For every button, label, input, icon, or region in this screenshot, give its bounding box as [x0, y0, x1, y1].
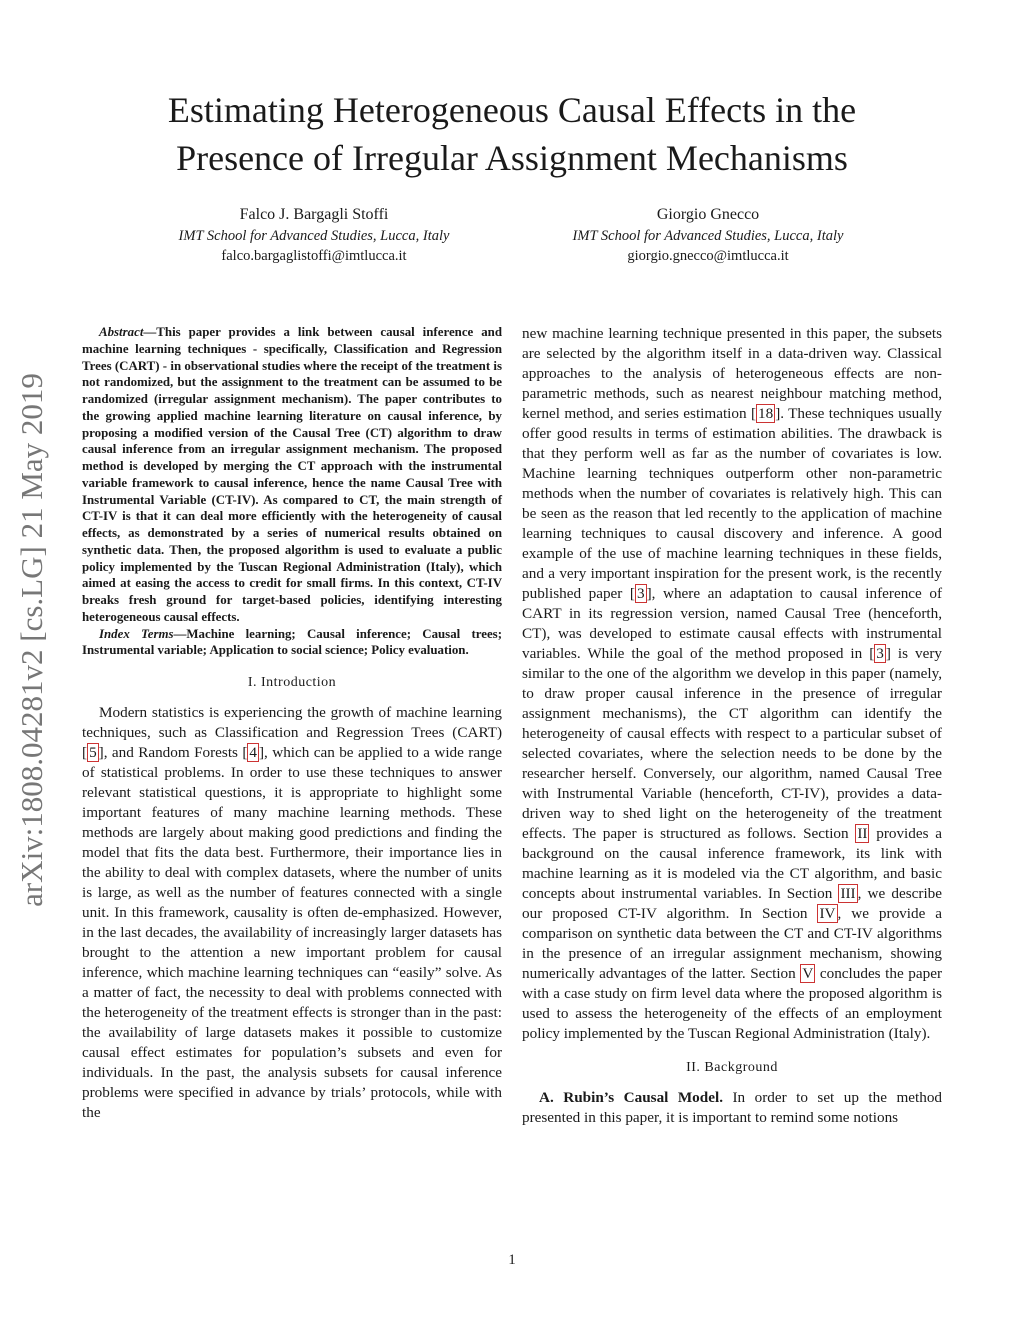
citation-link[interactable]: 18	[758, 405, 774, 422]
introduction-paragraph: Modern statistics is experiencing the growth of machine learning techniques, such as Classification and Regression Trees (CART) [ 5 ], and Random Forests [ 4 ], which can be applied to a wide range of statistical problems. In order to use these techniques to answer relevant statistical questions, it is appropriate to highlight some important features of many machine learning methods. These methods are largely about making good predictions and finding the model that fits the data best. Furthermore, their importance lies in the ability to deal with complex datasets, where the number of units is large, as well as the number of features connected with a single unit. In this framework, causality is often de-emphasized. However, in the last decades, the availability of increasingly larger datasets has brought to the attention a new important problem for causal inference, which machine learning techniques can “easily” solve. As a matter of fact, the necessity to deal with problems connected with the heterogeneity of the treatment effects is stronger than in the past: the availability of large datasets makes it possible to customize causal effect estimates for population’s subsets and even for individuals. In the past, the analysis subsets for causal inference problems were specified in advance by trials’ protocols, while with the	[82, 704, 503, 1121]
left-column	[82, 324, 502, 1123]
abstract-label: Abstract	[99, 325, 144, 339]
paper-title	[0, 86, 1024, 182]
section-heading-introduction: I. Introduction	[247, 675, 337, 690]
page-number: 1	[508, 1252, 516, 1268]
section-link[interactable]: IV	[819, 905, 836, 922]
index-terms-label: Index Terms	[99, 626, 174, 641]
author-block-1	[104, 204, 524, 266]
citation-link[interactable]: 5	[89, 744, 97, 761]
introduction-continued: new machine learning technique presented in this paper, the subsets are selected by the algorithm itself in a data-driven way. Classical approaches to the analysis of heterogeneous effects are non-parametric methods, such as nearest neighbour matching method, kernel method, and series estimation [ 18 ]. These techniques usually offer good results in terms of estimation abilities. The drawback is that they perform well as far as the number of covariates is low. Machine learning techniques outperform other non-parametric methods when the number of covariates is relatively high. This can be seen as the reason that led recently to the application of machine learning techniques to causal discovery and inference. A good example of the use of machine learning techniques in these fields, and a very important inspiration for the present work, is the recently published paper [ 3 ], where an adaptation to causal inference of CART in its regression version, named Causal Tree (henceforth, CT), was developed to estimate causal effects with instrumental variables. While the goal of the method proposed in [ 3 ] is very similar to the one of the algorithm we develop in this paper (namely, to draw proper causal inference in the presence of irregular assignment mechanisms), the CT algorithm can identify the heterogeneity of causal effects with respect to a particular subset of selected covariates, where the selection needs to be done by the researcher herself. Conversely, our algorithm, named Causal Tree with Instrumental Variable (henceforth, CT-IV), provides a data-driven way to shed light on the heterogeneity of the treatment effects. The paper is structured as follows. Section II provides a background on the causal inference framework, its link with machine learning as it is modeled via the CT algorithm, and basic concepts about instrumental variables. In Section III , we describe our proposed CT-IV algorithm. In Section IV , we provide a comparison on synthetic data between the CT and CT-IV algorithms in the presence of an irregular assignment mechanism, showing numerically advantages of the latter. Section V concludes the paper with a case study on firm level data where the proposed algorithm is used to assess the heterogeneity of the effects of an employment policy implemented by the Tuscan Regional Administration (Italy).	[522, 325, 943, 1042]
citation-link[interactable]: 4	[249, 744, 257, 761]
section-link[interactable]: V	[802, 965, 814, 982]
author-affiliation: IMT School for Advanced Studies, Lucca, Italy	[178, 228, 450, 244]
index-terms: Index Terms—Machine learning; Causal inference; Causal trees; Instrumental variable; Application to social science; Policy evaluation.	[82, 626, 502, 658]
right-column	[522, 324, 942, 1128]
citation-link[interactable]: 3	[876, 645, 884, 662]
title-line-2: Presence of Irregular Assignment Mechanisms	[176, 138, 848, 178]
abstract	[82, 324, 502, 626]
author-email: falco.bargaglistoffi@imtlucca.it	[221, 248, 407, 264]
abstract-dash: —	[143, 325, 157, 339]
subsection-label: A. Rubin’s Causal Model.	[539, 1089, 723, 1106]
citation-link[interactable]: 3	[636, 585, 645, 602]
background-paragraph: A. Rubin’s Causal Model. In order to set up the method presented in this paper, it is important to remind some notions	[522, 1089, 943, 1126]
author-affiliation: IMT School for Advanced Studies, Lucca, Italy	[572, 228, 844, 244]
arxiv-stamp: arXiv:1808.04281v2 [cs.LG] 21 May 2019	[14, 373, 49, 907]
author-email: giorgio.gnecco@imtlucca.it	[627, 248, 789, 264]
abstract-text: This paper provides a link between causal inference and machine learning techniques - specifically, Classification and Regression Trees (CART) - in observational studies where the receipt of the treatment is not randomized, but the assignment to the treatment can be assumed to be randomized (irregular assignment mechanism). The paper contributes to the growing applied machine learning literature on causal inference, by proposing a modified version of the Causal Tree (CT) algorithm to draw causal inference from an irregular assignment mechanism. The proposed method is developed by merging the CT approach with the instrumental variable framework to causal inference, hence the name Causal Tree with Instrumental Variable (CT-IV). As compared to CT, the main strength of CT-IV is that it can deal more efficiently with the heterogeneity of causal effects, as demonstrated by a series of numerical results obtained on synthetic data. Then, the proposed algorithm is used to evaluate a public policy implemented by the Tuscan Regional Administration (Italy), which aimed at easing the access to credit for small firms. In this context, CT-IV breaks fresh ground for target-based policies, identifying interesting heterogeneous causal effects.	[82, 325, 502, 624]
section-link[interactable]: III	[840, 885, 856, 902]
index-terms-text: Machine learning; Causal inference; Causal trees; Instrumental variable; Application to social science; Policy evaluation.	[82, 626, 502, 658]
title-line-1: Estimating Heterogeneous Causal Effects in the	[167, 90, 857, 130]
section-heading-background: II. Background	[686, 1060, 778, 1075]
section-link[interactable]: II	[857, 825, 868, 842]
author-name: Falco J. Bargagli Stoffi	[239, 206, 389, 223]
author-name: Giorgio Gnecco	[656, 206, 760, 223]
author-block-2	[498, 204, 918, 266]
